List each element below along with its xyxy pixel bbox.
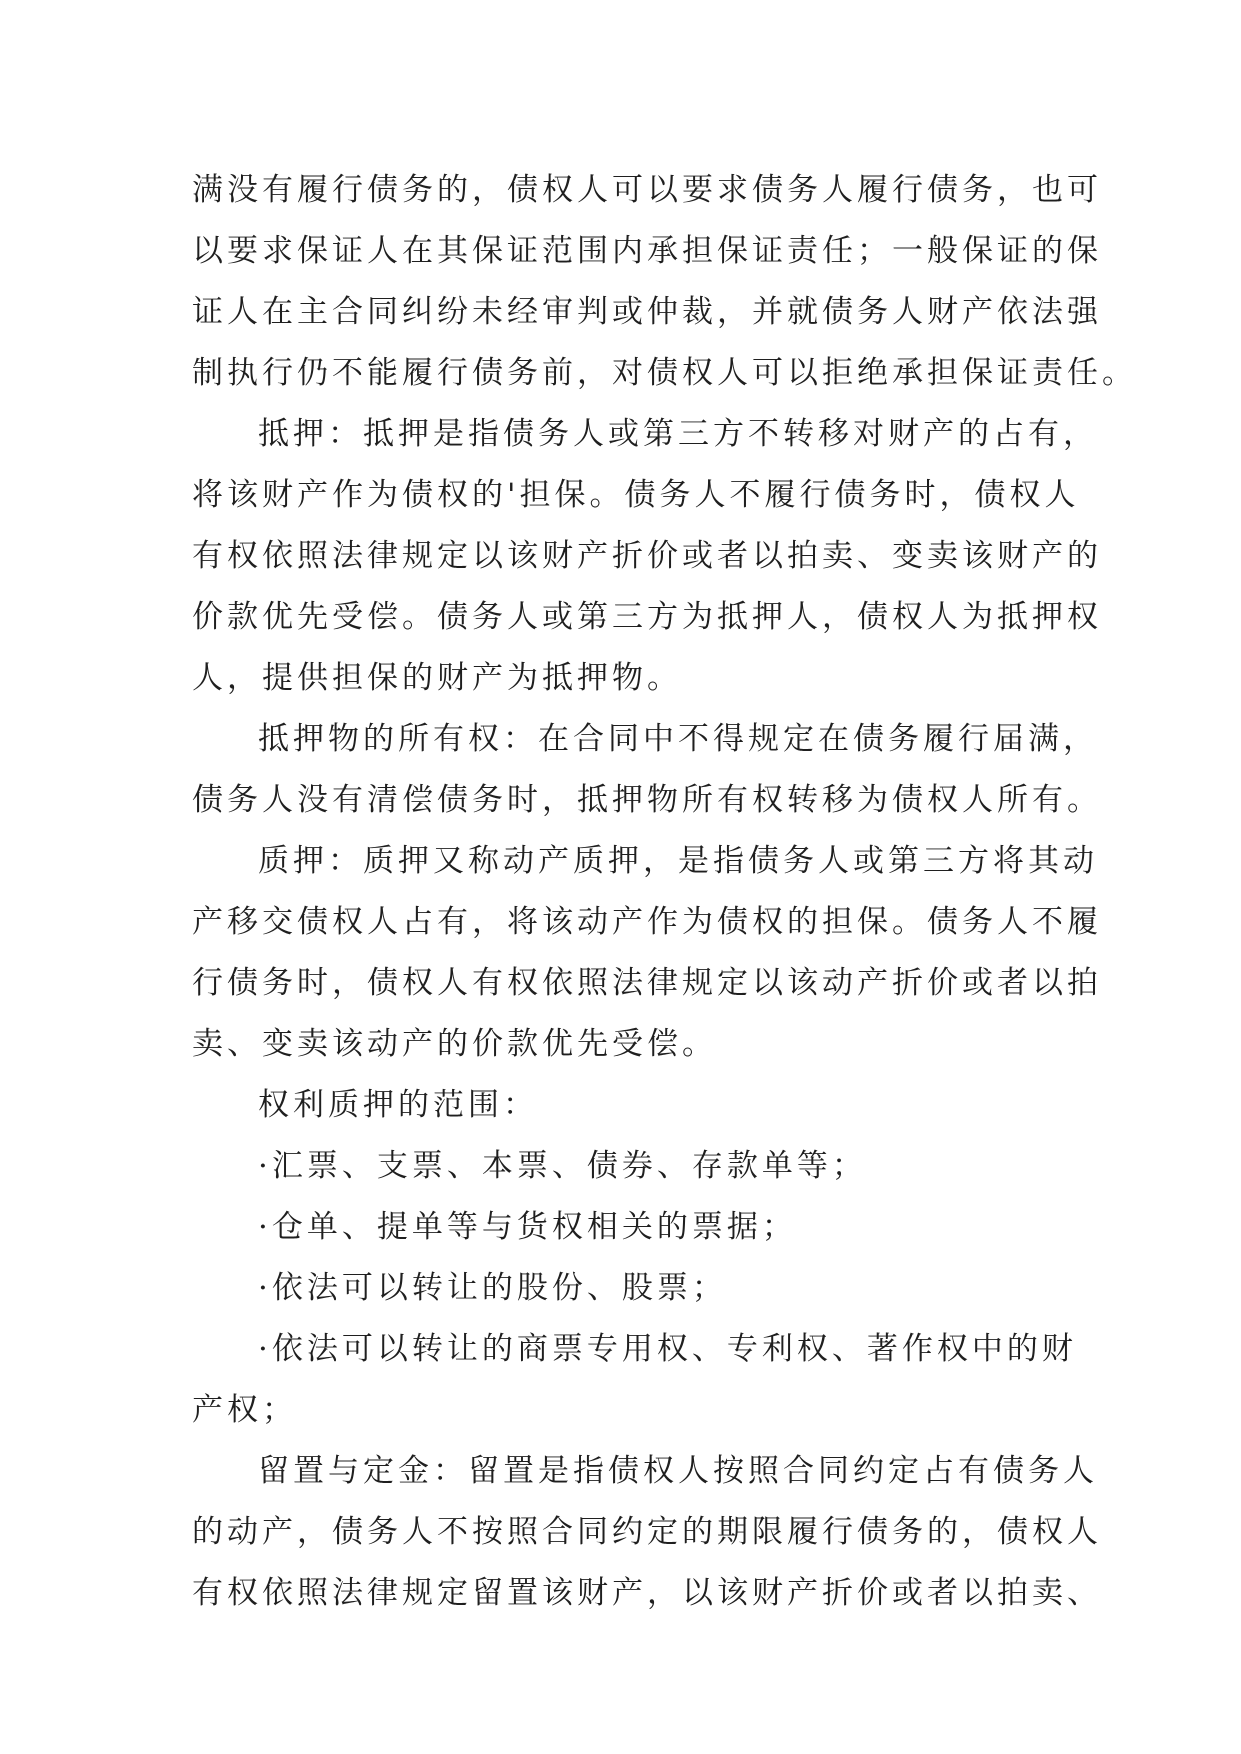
body-text bbox=[192, 160, 1137, 1624]
text-line: 以要求保证人在其保证范围内承担保证责任；一般保证的保 bbox=[192, 233, 1102, 269]
bullet-item: ·汇票、支票、本票、债券、存款单等； bbox=[258, 1148, 867, 1184]
bullet-item: ·依法可以转让的商票专用权、专利权、著作权中的财 bbox=[258, 1331, 1077, 1367]
text-line: 的动产，债务人不按照合同约定的期限履行债务的，债权人 bbox=[192, 1514, 1102, 1550]
text-line: 价款优先受偿。债务人或第三方为抵押人，债权人为抵押权 bbox=[192, 599, 1102, 635]
text-line: 抵押物的所有权：在合同中不得规定在债务履行届满， bbox=[258, 721, 1098, 757]
text-line: 行债务时，债权人有权依照法律规定以该动产折价或者以拍 bbox=[192, 965, 1102, 1001]
text-line: 人，提供担保的财产为抵押物。 bbox=[192, 660, 682, 696]
bullet-item: ·仓单、提单等与货权相关的票据； bbox=[258, 1209, 797, 1245]
text-line: 权利质押的范围： bbox=[258, 1087, 538, 1123]
text-line: 有权依照法律规定留置该财产，以该财产折价或者以拍卖、 bbox=[192, 1575, 1102, 1611]
text-line: 质押：质押又称动产质押，是指债务人或第三方将其动 bbox=[258, 843, 1098, 879]
text-line: 制执行仍不能履行债务前，对债权人可以拒绝承担保证责任。 bbox=[192, 355, 1137, 391]
text-line: 将该财产作为债权的'担保。债务人不履行债务时，债权人 bbox=[192, 477, 1080, 513]
text-line: 满没有履行债务的，债权人可以要求债务人履行债务，也可 bbox=[192, 172, 1102, 208]
text-line: 卖、变卖该动产的价款优先受偿。 bbox=[192, 1026, 717, 1062]
bullet-item: ·依法可以转让的股份、股票； bbox=[258, 1270, 727, 1306]
text-line: 有权依照法律规定以该财产折价或者以拍卖、变卖该财产的 bbox=[192, 538, 1102, 574]
text-line: 债务人没有清偿债务时，抵押物所有权转移为债权人所有。 bbox=[192, 782, 1102, 818]
text-line: 证人在主合同纠纷未经审判或仲裁，并就债务人财产依法强 bbox=[192, 294, 1102, 330]
text-line: 产移交债权人占有，将该动产作为债权的担保。债务人不履 bbox=[192, 904, 1102, 940]
text-line: 抵押：抵押是指债务人或第三方不转移对财产的占有， bbox=[258, 416, 1098, 452]
text-line: 产权； bbox=[192, 1392, 297, 1428]
text-line: 留置与定金：留置是指债权人按照合同约定占有债务人 bbox=[258, 1453, 1098, 1489]
